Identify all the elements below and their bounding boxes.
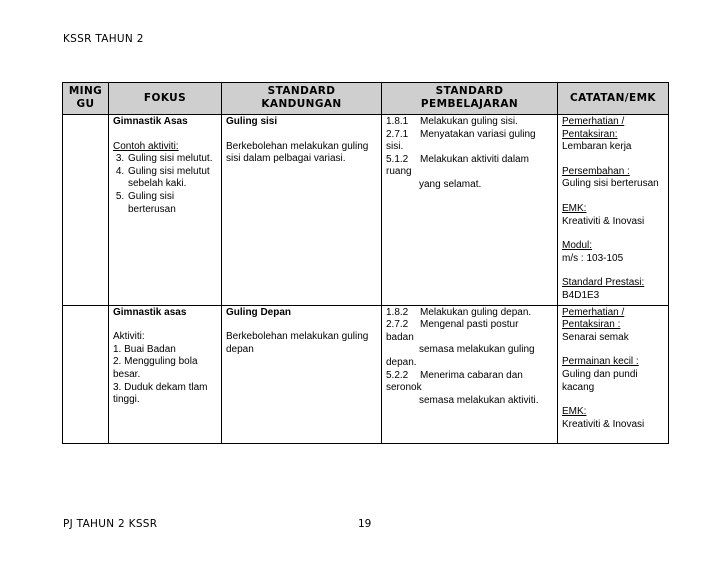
content-text: Berkebolehan melakukan guling depan	[226, 331, 369, 355]
column-header-focus: FOKUS	[109, 83, 222, 115]
page-header: KSSR TAHUN 2	[63, 33, 144, 45]
learning-line: seronok	[386, 382, 422, 394]
notes-cell	[558, 115, 669, 306]
note-label: Permainan kecil :	[562, 356, 639, 368]
note-value: Kreativiti & Inovasi	[562, 215, 645, 227]
learning-line: badan	[386, 331, 414, 343]
activity-heading: Contoh aktiviti:	[113, 140, 179, 152]
note-value: Guling dan pundi kacang	[562, 368, 638, 393]
focus-cell	[109, 115, 222, 306]
note-value: Kreativiti & Inovasi	[562, 418, 645, 430]
learning-line: 1.8.2 Melakukan guling depan.	[386, 306, 532, 318]
learning-standard-cell	[382, 305, 558, 443]
activity-item: 1. Buai Badan	[113, 343, 176, 355]
content-title: Guling Depan	[226, 306, 291, 318]
note-value: Senarai semak	[562, 331, 629, 343]
activity-item: 4. Guling sisi melutut sebelah kaki.	[127, 166, 217, 191]
column-header-content-standard: STANDARD KANDUNGAN	[222, 83, 382, 115]
content-standard-cell	[222, 305, 382, 443]
learning-line: semasa melakukan guling	[419, 344, 535, 356]
note-value: m/s : 103-105	[562, 252, 624, 264]
learning-standard-cell	[382, 115, 558, 306]
learning-line: sisi.	[386, 141, 404, 153]
content-title: Guling sisi	[226, 116, 278, 127]
activity-item: 2. Mengguling bola besar.	[113, 356, 198, 380]
column-header-week: MING GU	[63, 83, 109, 115]
note-value: B4D1E3	[562, 289, 600, 301]
lesson-plan-table	[62, 82, 669, 444]
learning-line: semasa melakukan aktiviti.	[419, 394, 539, 406]
week-cell	[63, 115, 109, 306]
note-label: EMK:	[562, 202, 587, 214]
focus-title: Gimnastik Asas	[113, 116, 188, 127]
focus-title: Gimnastik asas	[113, 306, 187, 318]
content-standard-cell	[222, 115, 382, 306]
column-header-notes: CATATAN/EMK	[558, 83, 669, 115]
note-value: Lembaran kerja	[562, 141, 632, 153]
focus-cell	[109, 305, 222, 443]
activity-item: 3. Duduk dekam tlam tinggi.	[113, 381, 208, 406]
learning-line: ruang	[386, 166, 412, 178]
notes-cell	[558, 305, 669, 443]
learning-line: 1.8.1 Melakukan guling sisi.	[386, 116, 518, 127]
learning-line: yang selamat.	[419, 178, 482, 190]
table-row	[63, 305, 669, 443]
activity-item: 3. Guling sisi melutut.	[127, 153, 217, 166]
week-cell	[63, 305, 109, 443]
activity-heading: Aktiviti:	[113, 331, 145, 343]
table-header-row	[63, 83, 669, 115]
note-value: Guling sisi berterusan	[562, 178, 659, 190]
note-label: Modul:	[562, 240, 593, 252]
note-label: EMK:	[562, 406, 587, 418]
note-label: Pemerhatian / Pentaksiran :	[562, 306, 625, 331]
page-number: 19	[358, 518, 372, 530]
learning-line: 5.2.2 Menerima cabaran dan	[386, 369, 523, 381]
learning-line: 5.1.2 Melakukan aktiviti dalam	[386, 153, 529, 165]
note-label: Persembahan :	[562, 165, 630, 177]
activity-list	[113, 153, 217, 216]
content-text: Berkebolehan melakukan guling sisi dalam pelbagai variasi.	[226, 140, 369, 165]
note-label: Standard Prestasi:	[562, 277, 645, 289]
table-row	[63, 115, 669, 306]
column-header-learning-standard: STANDARD PEMBELAJARAN	[382, 83, 558, 115]
page-footer: PJ TAHUN 2 KSSR	[63, 518, 158, 530]
activity-item: 5. Guling sisi berterusan	[127, 191, 217, 216]
learning-line: 2.7.1 Menyatakan variasi guling	[386, 128, 536, 140]
learning-line: depan.	[386, 356, 417, 368]
learning-line: 2.7.2 Mengenal pasti postur	[386, 319, 519, 331]
note-label: Pemerhatian / Pentaksiran:	[562, 116, 625, 140]
